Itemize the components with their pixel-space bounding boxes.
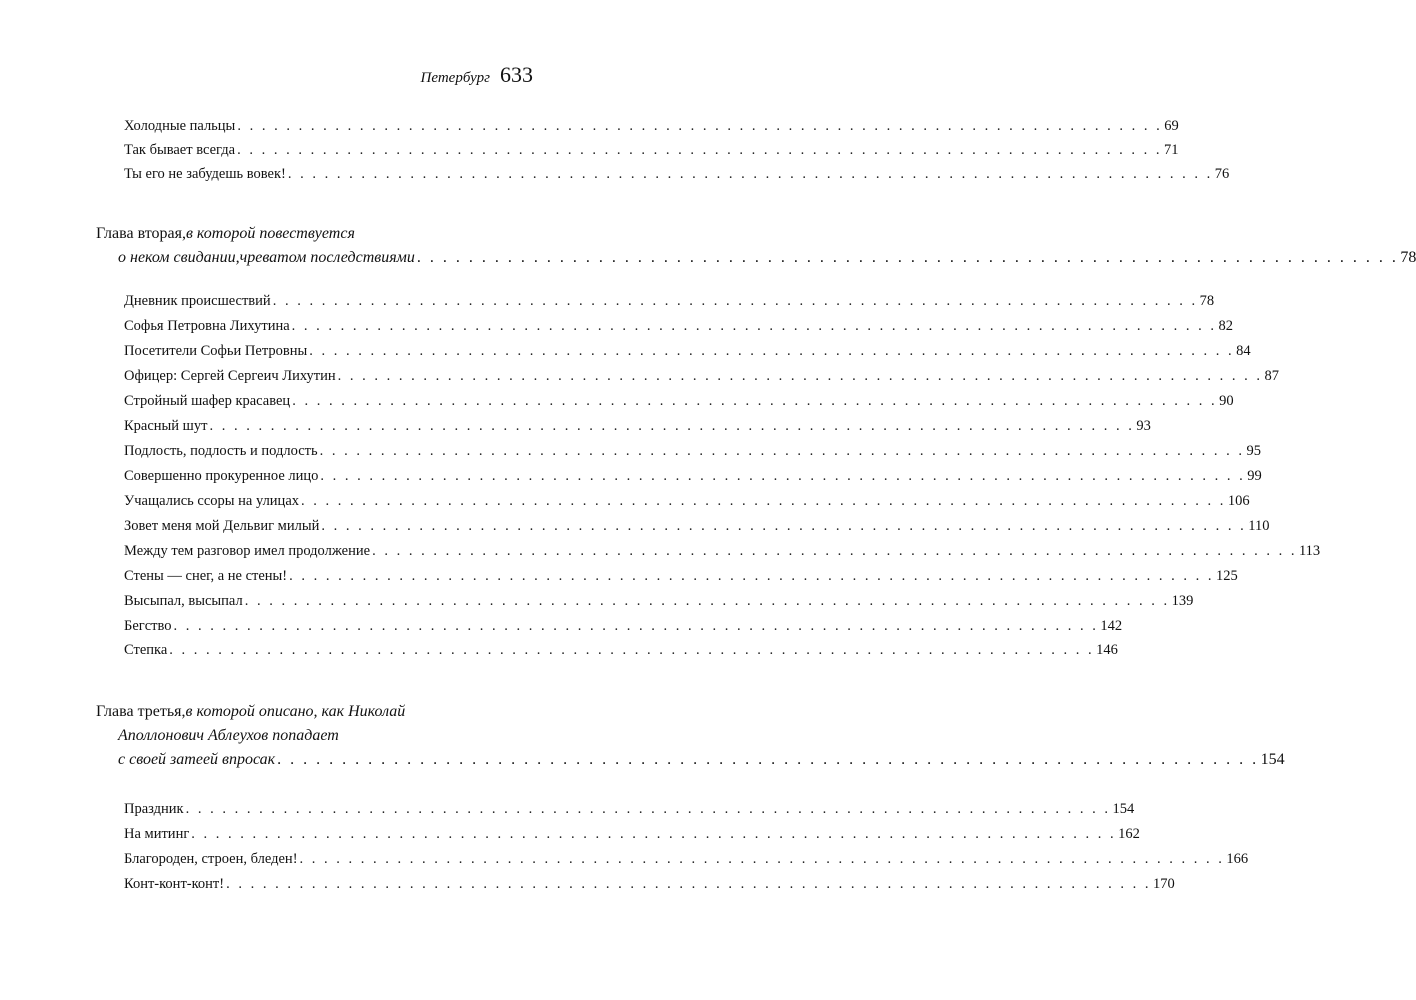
toc-entry (124, 117, 1179, 135)
toc-entry-title: Между тем разговор имел продолжение (124, 543, 371, 559)
toc-entry (124, 442, 1261, 460)
toc-entry-page: 71 (1163, 142, 1179, 158)
toc-entry-page: 154 (1112, 801, 1135, 817)
toc-entry-page: 90 (1219, 393, 1234, 409)
toc-entry-page: 113 (1298, 543, 1321, 559)
toc-entry-title: Высыпал, высыпал (124, 593, 243, 609)
toc-entry-title: Дневник происшествий (124, 293, 271, 309)
toc-entry-page: 170 (1152, 876, 1175, 892)
toc-entry (124, 342, 1251, 360)
toc-entry (124, 417, 1151, 435)
running-head (421, 62, 533, 88)
toc-entry-page: 142 (1100, 618, 1123, 634)
leader-dots: . . . . . . . . . . . . . . . . . . . . . . . . . . . . . . . . . . . . . . . . . . . . . . . . . . . . . . . . . . . . . . . . . . . . . . . . . . . . (173, 618, 1099, 634)
leader-dots: . . . . . . . . . . . . . . . . . . . . . . . . . . . . . . . . . . . . . . . . . . . . . . . . . . . . . . . . . . . . . . . . . . . . . . . . . . . . (289, 568, 1214, 584)
toc-entry-page: 69 (1164, 118, 1179, 134)
leader-dots: . . . . . . . . . . . . . . . . . . . . . . . . . . . . . . . . . . . . . . . . . . . . . . . . . . . . . . . . . . . . . . . . . . . . . . . . . . . . (237, 142, 1162, 158)
toc-entry-title: Праздник (124, 801, 184, 817)
leader-dots: . . . . . . . . . . . . . . . . . . . . . . . . . . . . . . . . . . . . . . . . . . . . . . . . . . . . . . . . . . . . . . . . . . . . . . . . . . . . (320, 468, 1246, 484)
toc-entry (124, 165, 1230, 183)
toc-entry-title: Подлость, подлость и подлость (124, 443, 318, 459)
leader-dots: . . . . . . . . . . . . . . . . . . . . . . . . . . . . . . . . . . . . . . . . . . . . . . . . . . . . . . . . . . . . . . . . . . . . . . . . . . . . (292, 393, 1218, 409)
leader-dots: . . . . . . . . . . . . . . . . . . . . . . . . . . . . . . . . . . . . . . . . . . . . . . . . . . . . . . . . . . . . . . . . . . . . . . . . . . . . (337, 368, 1263, 384)
toc-entry-title: Офицер: Сергей Сергеич Лихутин (124, 368, 336, 384)
toc-entry (124, 317, 1234, 335)
toc-entry-title: Благороден, строен, бледен! (124, 851, 298, 867)
leader-dots: . . . . . . . . . . . . . . . . . . . . . . . . . . . . . . . . . . . . . . . . . . . . . . . . . . . . . . . . . . . . . . . . . . . . . . . . . . . . (191, 826, 1117, 842)
toc-entry-page: 110 (1248, 518, 1270, 534)
running-head-title: Петербург (420, 70, 490, 86)
toc-entry-title: Совершенно прокуренное лицо (124, 468, 319, 484)
leader-dots: . . . . . . . . . . . . . . . . . . . . . . . . . . . . . . . . . . . . . . . . . . . . . . . . . . . . . . . . . . . . . . . . . . . . . . . . . . . . (319, 443, 1245, 459)
toc-entry-title: Ты его не забудешь вовек! (124, 166, 286, 182)
toc-entry-title: Посетители Софьи Петровны (124, 343, 308, 359)
toc-entry (124, 492, 1250, 510)
leader-dots: . . . . . . . . . . . . . . . . . . . . . . . . . . . . . . . . . . . . . . . . . . . . . . . . . . . . . . . . . . . . . . . . . . . . . . . . . . . . (226, 876, 1151, 892)
toc-entry-title: Бегство (124, 618, 172, 634)
toc-entry-title: Стройный шафер красавец (124, 393, 291, 409)
toc-entry-title: Учащались ссоры на улицах (124, 493, 300, 509)
toc-entry-page: 95 (1246, 443, 1261, 459)
chapter-3-subtitle-2: Аполлонович Аблеухов попадает (118, 727, 339, 744)
leader-dots: . . . . . . . . . . . . . . . . . . . . . . . . . . . . . . . . . . . . . . . . . . . . . . . . . . . . . . . . . . . . . . . . . . . . . . . . . . . . (309, 343, 1235, 359)
toc-entry-title: Конт-конт-конт! (124, 876, 225, 892)
toc-entry-page: 76 (1214, 166, 1230, 182)
leader-dots: . . . . . . . . . . . . . . . . . . . . . . . . . . . . . . . . . . . . . . . . . . . . . . . . . . . . . . . . . . . . . . . . . . . . . . . . . . . . (372, 543, 1297, 559)
leader-dots: . . . . . . . . . . . . . . . . . . . . . . . . . . . . . . . . . . . . . . . . . . . . . . . . . . . . . . . . . . . . . . . . . . . . . . . . . . . . (244, 593, 1170, 609)
toc-entry (124, 641, 1118, 659)
toc-entry-title: Так бывает всегда (124, 142, 236, 158)
toc-entry-title: На митинг (124, 826, 190, 842)
chapter-2-heading (96, 222, 1416, 270)
leader-dots: . . . . . . . . . . . . . . . . . . . . . . . . . . . . . . . . . . . . . . . . . . . . . . . . . . . . . . . . . . . . . . . . . . . . . . . . . . . . (299, 851, 1225, 867)
leader-dots: . . . . . . . . . . . . . . . . . . . . . . . . . . . . . . . . . . . . . . . . . . . . . . . . . . . . . . . . . . . . . . . . . . . . . . . . . . . . (272, 293, 1198, 309)
chapter-2-subtitle-1: в которой повествуется (185, 225, 355, 242)
page-number: 633 (500, 62, 533, 87)
toc-entry-title: Стены — снег, а не стены! (124, 568, 288, 584)
toc-entry-page: 166 (1226, 851, 1249, 867)
chapter-3-subtitle-3: с своей затеей впросак (118, 751, 276, 768)
toc-entry (124, 141, 1179, 159)
chapter-2-label: Глава вторая, (96, 225, 186, 242)
toc-entry-page: 78 (1199, 293, 1215, 309)
toc-entry-page: 82 (1218, 318, 1234, 334)
leader-dots: . . . . . . . . . . . . . . . . . . . . . . . . . . . . . . . . . . . . . . . . . . . . . . . . . . . . . . . . . . . . . . . . . . . . . . . . . . . . (277, 751, 1259, 768)
toc-entry-page: 106 (1227, 493, 1250, 509)
toc-entry-title: Холодные пальцы (124, 118, 236, 134)
chapter-2-subtitle-2: о неком свидании,чреватом последствиями (118, 249, 415, 266)
toc-entry-page: 146 (1096, 642, 1118, 658)
toc-entry-title: Зовет меня мой Дельвиг милый (124, 518, 320, 534)
toc-entry (124, 800, 1135, 818)
leader-dots: . . . . . . . . . . . . . . . . . . . . . . . . . . . . . . . . . . . . . . . . . . . . . . . . . . . . . . . . . . . . . . . . . . . . . . . . . . . . (185, 801, 1111, 817)
chapter-3-subtitle-1: в которой описано, как Николай (185, 703, 406, 720)
toc-entry-page: 139 (1171, 593, 1194, 609)
toc-entry (124, 467, 1262, 485)
toc-entry-page: 93 (1136, 418, 1151, 434)
toc-entry (124, 825, 1140, 843)
chapter-2-page: 78 (1400, 249, 1416, 266)
toc-entry (124, 542, 1321, 560)
toc-entry-page: 87 (1264, 368, 1280, 384)
leader-dots: . . . . . . . . . . . . . . . . . . . . . . . . . . . . . . . . . . . . . . . . . . . . . . . . . . . . . . . . . . . . . . . . . . . . . . . . . . . . (209, 418, 1135, 434)
chapter-3-heading (96, 700, 1285, 772)
toc-entry-page: 99 (1247, 468, 1262, 484)
leader-dots: . . . . . . . . . . . . . . . . . . . . . . . . . . . . . . . . . . . . . . . . . . . . . . . . . . . . . . . . . . . . . . . . . . . . . . . . . . . . (237, 118, 1163, 134)
toc-entry (124, 517, 1270, 535)
toc-entry-page: 162 (1118, 826, 1140, 842)
toc-entry-page: 84 (1236, 343, 1251, 359)
chapter-3-label: Глава третья, (96, 703, 186, 720)
toc-entry-title: Софья Петровна Лихутина (124, 318, 290, 334)
toc-entry (124, 567, 1238, 585)
toc-entry (124, 875, 1175, 893)
toc-entry-page: 125 (1216, 568, 1238, 584)
toc-entry (124, 392, 1234, 410)
leader-dots: . . . . . . . . . . . . . . . . . . . . . . . . . . . . . . . . . . . . . . . . . . . . . . . . . . . . . . . . . . . . . . . . . . . . . . . . . . . . (291, 318, 1217, 334)
leader-dots: . . . . . . . . . . . . . . . . . . . . . . . . . . . . . . . . . . . . . . . . . . . . . . . . . . . . . . . . . . . . . . . . . . . . . . . . . . . . (416, 249, 1399, 266)
toc-entry (124, 617, 1123, 635)
leader-dots: . . . . . . . . . . . . . . . . . . . . . . . . . . . . . . . . . . . . . . . . . . . . . . . . . . . . . . . . . . . . . . . . . . . . . . . . . . . . (169, 642, 1095, 658)
toc-entry (124, 850, 1249, 868)
leader-dots: . . . . . . . . . . . . . . . . . . . . . . . . . . . . . . . . . . . . . . . . . . . . . . . . . . . . . . . . . . . . . . . . . . . . . . . . . . . . (301, 493, 1226, 509)
leader-dots: . . . . . . . . . . . . . . . . . . . . . . . . . . . . . . . . . . . . . . . . . . . . . . . . . . . . . . . . . . . . . . . . . . . . . . . . . . . . (321, 518, 1247, 534)
toc-entry-title: Красный шут (124, 418, 208, 434)
toc-entry (124, 367, 1280, 385)
toc-entry-title: Степка (124, 642, 168, 658)
toc-entry (124, 292, 1215, 310)
chapter-3-page: 154 (1260, 751, 1285, 768)
toc-entry (124, 592, 1194, 610)
leader-dots: . . . . . . . . . . . . . . . . . . . . . . . . . . . . . . . . . . . . . . . . . . . . . . . . . . . . . . . . . . . . . . . . . . . . . . . . . . . . (287, 166, 1213, 182)
